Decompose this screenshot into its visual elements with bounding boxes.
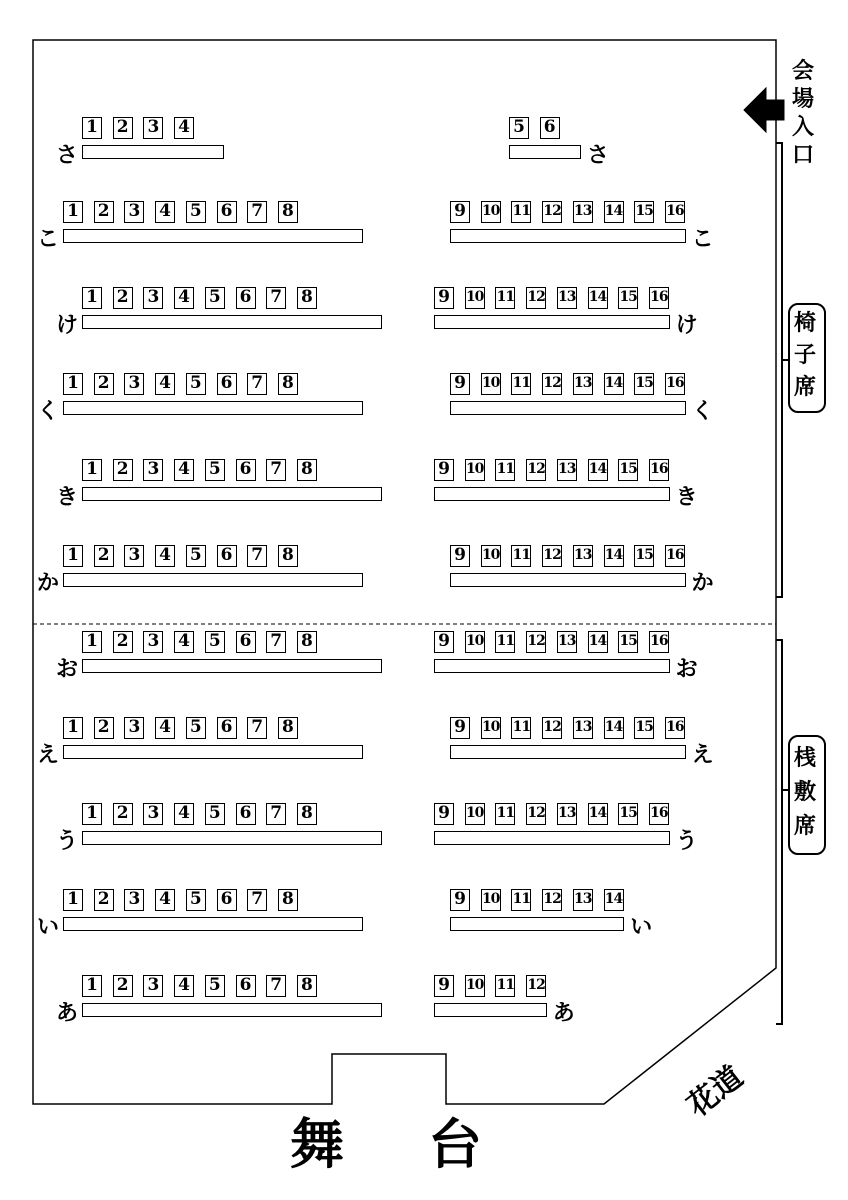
seat-right-11[interactable]: 11	[511, 201, 531, 223]
seat-left-4[interactable]: 4	[174, 459, 194, 481]
seat-right-9[interactable]: 9	[434, 287, 454, 309]
row-label-left: さ	[56, 143, 79, 168]
seat-right-16[interactable]: 16	[665, 201, 685, 223]
seat-right-12[interactable]: 12	[526, 631, 546, 653]
seat-right-12[interactable]: 12	[526, 459, 546, 481]
row-label-right: か	[691, 571, 714, 596]
seat-left-4[interactable]: 4	[174, 117, 194, 139]
seat-right-14[interactable]: 14	[588, 631, 608, 653]
sajiki-section-label-char-2: 敷	[793, 780, 816, 805]
entrance-label-char-3: 入	[791, 115, 814, 140]
bench-left	[82, 315, 382, 329]
seat-right-12[interactable]: 12	[526, 287, 546, 309]
seat-left-6[interactable]: 6	[217, 889, 237, 911]
seat-left-1[interactable]: 1	[82, 631, 102, 653]
seat-left-8[interactable]: 8	[278, 373, 298, 395]
seat-right-10[interactable]: 10	[465, 975, 485, 997]
bench-left	[82, 145, 224, 159]
bench-left	[82, 831, 382, 845]
seat-left-3[interactable]: 3	[124, 889, 144, 911]
seat-left-1[interactable]: 1	[82, 803, 102, 825]
seat-right-15[interactable]: 15	[618, 459, 638, 481]
seat-right-13[interactable]: 13	[557, 459, 577, 481]
seat-right-15[interactable]: 15	[618, 631, 638, 653]
row-label-left: き	[56, 485, 79, 510]
row-label-right: さ	[587, 143, 610, 168]
row-label-right: う	[675, 829, 698, 854]
seat-left-6[interactable]: 6	[236, 631, 256, 653]
row-label-right: え	[691, 743, 714, 768]
seat-left-5[interactable]: 5	[186, 201, 206, 223]
entrance-label-char-1: 会	[791, 59, 814, 84]
row-label-left: え	[37, 743, 60, 768]
seat-left-8[interactable]: 8	[278, 717, 298, 739]
bench-right	[434, 315, 670, 329]
seat-right-9[interactable]: 9	[434, 803, 454, 825]
row-label-left: こ	[37, 227, 60, 252]
seat-left-8[interactable]: 8	[297, 287, 317, 309]
seat-right-15[interactable]: 15	[634, 717, 654, 739]
seat-right-6[interactable]: 6	[540, 117, 560, 139]
seat-right-12[interactable]: 12	[526, 975, 546, 997]
seat-right-13[interactable]: 13	[557, 287, 577, 309]
sajiki-section-label-char-3: 席	[793, 814, 816, 839]
seat-left-4[interactable]: 4	[174, 803, 194, 825]
bench-left	[63, 229, 363, 243]
bench-right	[434, 831, 670, 845]
seat-left-6[interactable]: 6	[236, 287, 256, 309]
bench-right	[450, 745, 686, 759]
seat-right-15[interactable]: 15	[634, 201, 654, 223]
sajiki-section-bracket	[776, 640, 782, 1024]
seat-right-10[interactable]: 10	[465, 803, 485, 825]
seat-left-5[interactable]: 5	[186, 545, 206, 567]
entrance-arrow	[744, 88, 784, 132]
seat-left-6[interactable]: 6	[217, 717, 237, 739]
seat-left-8[interactable]: 8	[278, 545, 298, 567]
seat-left-2[interactable]: 2	[113, 631, 133, 653]
seat-left-8[interactable]: 8	[297, 975, 317, 997]
bench-left	[82, 1003, 382, 1017]
seat-right-16[interactable]: 16	[649, 287, 669, 309]
row-label-right: け	[675, 313, 698, 338]
seat-right-10[interactable]: 10	[465, 631, 485, 653]
seat-right-9[interactable]: 9	[450, 717, 470, 739]
seat-right-14[interactable]: 14	[604, 717, 624, 739]
stage-label-char-1: 舞	[290, 1113, 344, 1176]
seat-left-8[interactable]: 8	[297, 459, 317, 481]
seat-left-2[interactable]: 2	[113, 975, 133, 997]
chair-section-label-char-2: 子	[793, 343, 816, 368]
bench-left	[63, 917, 363, 931]
row-label-left: か	[37, 571, 60, 596]
entrance-label-char-2: 場	[791, 87, 814, 112]
seat-left-2[interactable]: 2	[94, 889, 114, 911]
seat-right-10[interactable]: 10	[465, 287, 485, 309]
row-label-left: お	[56, 657, 79, 682]
bench-left	[63, 745, 363, 759]
seat-left-8[interactable]: 8	[297, 803, 317, 825]
seat-left-6[interactable]: 6	[217, 201, 237, 223]
bench-left	[63, 573, 363, 587]
stage-label-char-2: 台	[428, 1113, 482, 1176]
seat-left-1[interactable]: 1	[63, 373, 83, 395]
seat-left-2[interactable]: 2	[113, 803, 133, 825]
bench-right	[450, 573, 686, 587]
seat-right-16[interactable]: 16	[665, 545, 685, 567]
sajiki-section-label-char-1: 桟	[793, 746, 816, 771]
seat-right-9[interactable]: 9	[434, 975, 454, 997]
seat-right-15[interactable]: 15	[618, 287, 638, 309]
seat-left-4[interactable]: 4	[174, 287, 194, 309]
seat-left-6[interactable]: 6	[217, 373, 237, 395]
seat-left-7[interactable]: 7	[247, 373, 267, 395]
seat-left-3[interactable]: 3	[124, 373, 144, 395]
seat-left-7[interactable]: 7	[266, 803, 286, 825]
seat-right-5[interactable]: 5	[509, 117, 529, 139]
bench-left	[63, 401, 363, 415]
seat-left-3[interactable]: 3	[143, 631, 163, 653]
seat-right-11[interactable]: 11	[495, 631, 515, 653]
seat-right-14[interactable]: 14	[604, 373, 624, 395]
seat-left-4[interactable]: 4	[174, 631, 194, 653]
seat-left-3[interactable]: 3	[143, 117, 163, 139]
seat-right-14[interactable]: 14	[588, 287, 608, 309]
seat-left-2[interactable]: 2	[94, 717, 114, 739]
seat-left-1[interactable]: 1	[63, 889, 83, 911]
seat-right-9[interactable]: 9	[434, 459, 454, 481]
bench-right	[450, 917, 624, 931]
seat-left-8[interactable]: 8	[278, 889, 298, 911]
seat-right-13[interactable]: 13	[573, 717, 593, 739]
seat-left-7[interactable]: 7	[266, 631, 286, 653]
seat-left-4[interactable]: 4	[155, 889, 175, 911]
seat-right-11[interactable]: 11	[495, 287, 515, 309]
seat-right-13[interactable]: 13	[557, 803, 577, 825]
seat-right-15[interactable]: 15	[618, 803, 638, 825]
seat-left-4[interactable]: 4	[174, 975, 194, 997]
seat-right-14[interactable]: 14	[604, 889, 624, 911]
seat-right-13[interactable]: 13	[573, 373, 593, 395]
seat-left-8[interactable]: 8	[297, 631, 317, 653]
row-label-right: い	[630, 915, 653, 940]
seat-left-1[interactable]: 1	[82, 117, 102, 139]
seat-left-5[interactable]: 5	[205, 631, 225, 653]
hanamichi-label: 花道	[680, 1059, 750, 1124]
row-label-right: あ	[552, 1001, 575, 1026]
seat-left-3[interactable]: 3	[143, 459, 163, 481]
seat-right-9[interactable]: 9	[450, 201, 470, 223]
seat-left-1[interactable]: 1	[63, 201, 83, 223]
chair-section-bracket	[776, 143, 782, 597]
seat-left-6[interactable]: 6	[217, 545, 237, 567]
hall-wall	[33, 40, 776, 1104]
seat-left-4[interactable]: 4	[155, 373, 175, 395]
seat-left-1[interactable]: 1	[63, 717, 83, 739]
seat-left-6[interactable]: 6	[236, 975, 256, 997]
seat-left-6[interactable]: 6	[236, 803, 256, 825]
row-label-left: う	[56, 829, 79, 854]
seat-right-16[interactable]: 16	[649, 631, 669, 653]
seat-left-2[interactable]: 2	[94, 373, 114, 395]
seat-right-10[interactable]: 10	[481, 889, 501, 911]
seat-right-10[interactable]: 10	[465, 459, 485, 481]
bench-right	[434, 659, 670, 673]
bench-right	[450, 401, 686, 415]
seat-left-4[interactable]: 4	[155, 545, 175, 567]
seat-right-16[interactable]: 16	[665, 373, 685, 395]
row-label-right: き	[675, 485, 698, 510]
seat-left-2[interactable]: 2	[113, 117, 133, 139]
seat-right-11[interactable]: 11	[511, 889, 531, 911]
seat-right-16[interactable]: 16	[649, 459, 669, 481]
row-label-right: く	[691, 399, 714, 424]
seat-right-13[interactable]: 13	[557, 631, 577, 653]
seat-right-9[interactable]: 9	[434, 631, 454, 653]
seat-left-4[interactable]: 4	[155, 717, 175, 739]
seat-left-1[interactable]: 1	[63, 545, 83, 567]
seat-right-10[interactable]: 10	[481, 717, 501, 739]
seat-right-12[interactable]: 12	[542, 373, 562, 395]
seat-left-1[interactable]: 1	[82, 287, 102, 309]
seat-left-3[interactable]: 3	[143, 287, 163, 309]
row-label-left: い	[37, 915, 60, 940]
chair-section-label-char-3: 席	[793, 375, 816, 400]
seat-left-4[interactable]: 4	[155, 201, 175, 223]
seat-left-5[interactable]: 5	[205, 975, 225, 997]
seat-left-7[interactable]: 7	[247, 545, 267, 567]
seat-right-15[interactable]: 15	[634, 545, 654, 567]
seat-left-7[interactable]: 7	[266, 287, 286, 309]
seat-left-5[interactable]: 5	[186, 373, 206, 395]
seat-left-2[interactable]: 2	[94, 201, 114, 223]
bench-right	[434, 487, 670, 501]
bench-right	[450, 229, 686, 243]
seat-right-10[interactable]: 10	[481, 373, 501, 395]
seat-right-14[interactable]: 14	[604, 545, 624, 567]
seat-left-6[interactable]: 6	[236, 459, 256, 481]
seat-right-9[interactable]: 9	[450, 373, 470, 395]
seat-right-14[interactable]: 14	[604, 201, 624, 223]
chair-section-label-char-1: 椅	[793, 311, 816, 336]
row-label-right: こ	[691, 227, 714, 252]
seat-right-11[interactable]: 11	[495, 803, 515, 825]
seat-right-12[interactable]: 12	[542, 717, 562, 739]
seat-right-16[interactable]: 16	[665, 717, 685, 739]
seat-left-7[interactable]: 7	[247, 201, 267, 223]
seat-left-3[interactable]: 3	[124, 545, 144, 567]
seat-right-11[interactable]: 11	[511, 717, 531, 739]
bench-right	[509, 145, 581, 159]
seat-left-3[interactable]: 3	[143, 803, 163, 825]
seat-left-1[interactable]: 1	[82, 975, 102, 997]
seat-right-13[interactable]: 13	[573, 545, 593, 567]
bench-left	[82, 487, 382, 501]
row-label-left: け	[56, 313, 79, 338]
seat-right-13[interactable]: 13	[573, 201, 593, 223]
seat-right-12[interactable]: 12	[542, 889, 562, 911]
seat-right-11[interactable]: 11	[511, 373, 531, 395]
row-label-right: お	[675, 657, 698, 682]
seat-right-11[interactable]: 11	[495, 975, 515, 997]
seat-right-12[interactable]: 12	[542, 201, 562, 223]
seat-left-2[interactable]: 2	[113, 287, 133, 309]
seat-right-11[interactable]: 11	[495, 459, 515, 481]
seat-right-14[interactable]: 14	[588, 803, 608, 825]
seat-right-9[interactable]: 9	[450, 889, 470, 911]
seat-right-15[interactable]: 15	[634, 373, 654, 395]
seat-left-7[interactable]: 7	[266, 459, 286, 481]
seat-right-14[interactable]: 14	[588, 459, 608, 481]
seat-left-2[interactable]: 2	[113, 459, 133, 481]
seat-right-10[interactable]: 10	[481, 545, 501, 567]
seat-right-10[interactable]: 10	[481, 201, 501, 223]
row-label-left: く	[37, 399, 60, 424]
seat-right-12[interactable]: 12	[542, 545, 562, 567]
seat-left-7[interactable]: 7	[247, 717, 267, 739]
seat-left-3[interactable]: 3	[143, 975, 163, 997]
seat-right-16[interactable]: 16	[649, 803, 669, 825]
seat-left-2[interactable]: 2	[94, 545, 114, 567]
row-label-left: あ	[56, 1001, 79, 1026]
seat-right-9[interactable]: 9	[450, 545, 470, 567]
seat-left-1[interactable]: 1	[82, 459, 102, 481]
seat-left-5[interactable]: 5	[186, 717, 206, 739]
seat-right-11[interactable]: 11	[511, 545, 531, 567]
seat-left-3[interactable]: 3	[124, 201, 144, 223]
seat-left-3[interactable]: 3	[124, 717, 144, 739]
seat-left-8[interactable]: 8	[278, 201, 298, 223]
bench-left	[82, 659, 382, 673]
entrance-label-char-4: 口	[791, 143, 814, 168]
seat-left-5[interactable]: 5	[205, 459, 225, 481]
seat-left-5[interactable]: 5	[205, 287, 225, 309]
seat-left-7[interactable]: 7	[247, 889, 267, 911]
bench-right	[434, 1003, 547, 1017]
seat-right-13[interactable]: 13	[573, 889, 593, 911]
seat-left-7[interactable]: 7	[266, 975, 286, 997]
seat-left-5[interactable]: 5	[186, 889, 206, 911]
seat-right-12[interactable]: 12	[526, 803, 546, 825]
seat-left-5[interactable]: 5	[205, 803, 225, 825]
